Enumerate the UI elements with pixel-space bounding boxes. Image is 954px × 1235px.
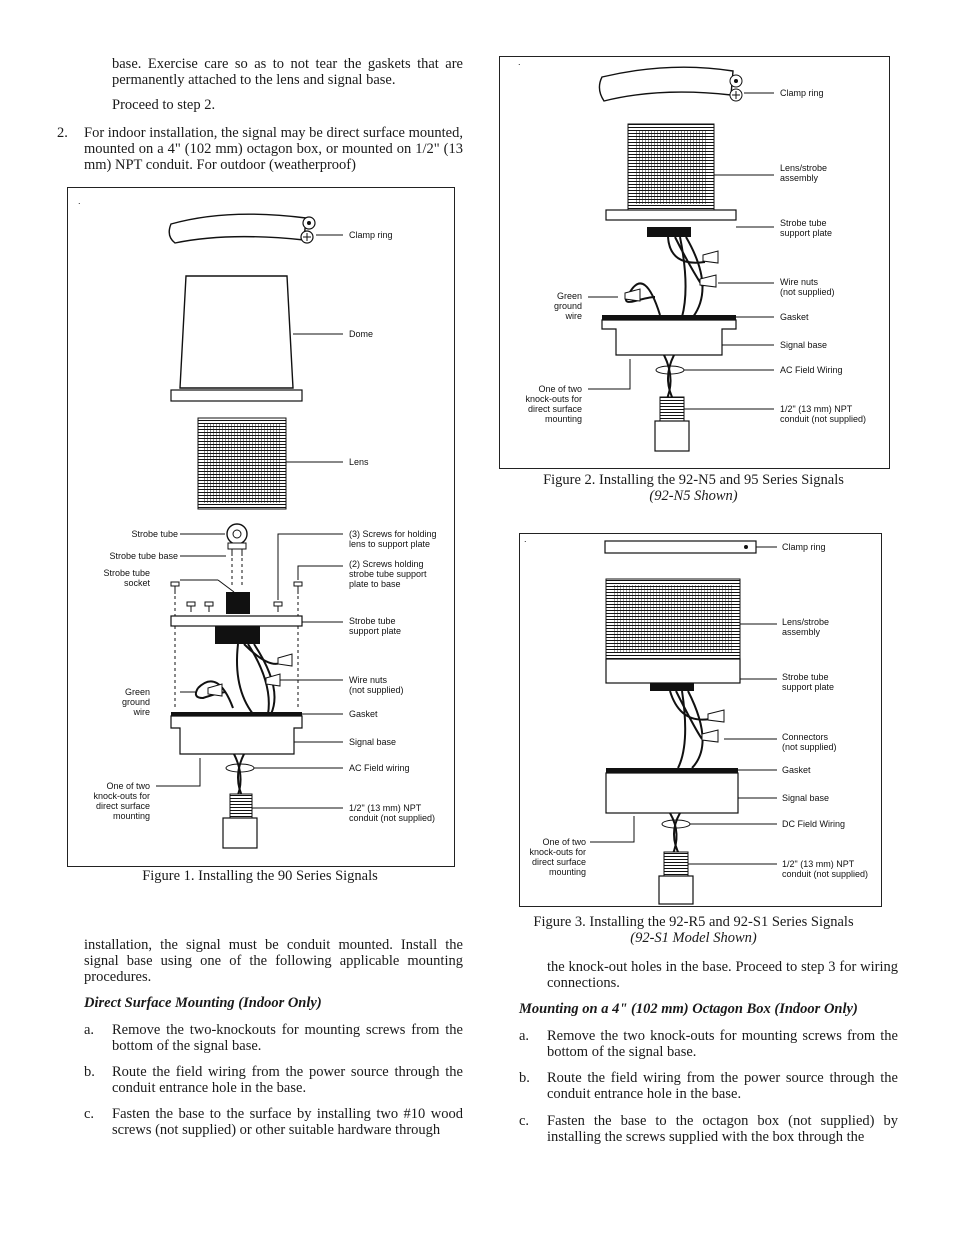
fig2-label-conduit-1: 1/2" (13 mm) NPT bbox=[780, 404, 853, 414]
fig3-label-conduit-2: conduit (not supplied) bbox=[782, 869, 869, 879]
fig2-label-knockouts-2: knock-outs for bbox=[525, 394, 582, 404]
fig1-label-support-2: support plate bbox=[349, 626, 402, 636]
fig2-label-gasket: Gasket bbox=[780, 312, 809, 322]
fig1-label-knockouts-2: knock-outs for bbox=[93, 791, 150, 801]
figure1-drawing bbox=[68, 188, 454, 866]
svg-text:.: . bbox=[524, 534, 527, 544]
left-step-c-letter: c. bbox=[84, 1106, 95, 1122]
fig1-label-strobe-tube: Strobe tube bbox=[131, 529, 178, 539]
fig2-label-green-1: Green bbox=[556, 291, 582, 301]
fig1-label-socket-2: socket bbox=[123, 578, 150, 588]
fig2-label-knockouts-1: One of two bbox=[538, 384, 582, 394]
svg-text:.: . bbox=[78, 196, 81, 206]
fig1-label-green-2: ground bbox=[121, 697, 150, 707]
fig2-label-support-1: Strobe tube bbox=[780, 218, 827, 228]
fig2-label-conduit-2: conduit (not supplied) bbox=[780, 414, 867, 424]
right-step-a-letter: a. bbox=[519, 1028, 530, 1044]
fig1-label-dome: Dome bbox=[349, 329, 374, 339]
fig1-label-green-1: Green bbox=[124, 687, 150, 697]
figure2-caption-line1: Figure 2. Installing the 92-N5 and 95 Series Signals bbox=[543, 472, 844, 488]
fig3-label-knockouts-3: direct surface bbox=[531, 857, 586, 867]
right-step-c-text: Fasten the base to the octagon box (not supplied) by installing the screws supplied with the box through the bbox=[547, 1113, 898, 1145]
fig3-label-lens-1: Lens/strobe bbox=[782, 617, 830, 627]
item2-text: For indoor installation, the signal may be direct surface mounted, mounted on a 4" (102 mm) octagon box, or mounted on 1/2" (13 mm) NPT conduit. For outdoor (weatherproof) bbox=[84, 125, 463, 173]
fig2-label-support-2: support plate bbox=[780, 228, 833, 238]
figure3-frame bbox=[519, 533, 882, 907]
left-step-b-text: Route the field wiring from the power source through the conduit entrance hole in the base. bbox=[112, 1064, 463, 1096]
figure1-caption: Figure 1. Installing the 90 Series Signals bbox=[142, 868, 378, 884]
fig1-label-strobe-tube-base: Strobe tube base bbox=[109, 551, 178, 561]
direct-surface-heading: Direct Surface Mounting (Indoor Only) bbox=[84, 995, 322, 1011]
right-step-b-text: Route the field wiring from the power source through the conduit entrance hole in the base. bbox=[547, 1070, 898, 1102]
octagon-heading: Mounting on a 4" (102 mm) Octagon Box (Indoor Only) bbox=[519, 1001, 858, 1017]
right-step-b-letter: b. bbox=[519, 1070, 530, 1086]
figure3-caption-line1: Figure 3. Installing the 92-R5 and 92-S1 Series Signals bbox=[533, 914, 854, 930]
fig3-label-gasket: Gasket bbox=[782, 765, 811, 775]
item2-number: 2. bbox=[57, 125, 68, 141]
fig2-label-knockouts-4: mounting bbox=[544, 414, 582, 424]
fig1-label-socket-1: Strobe tube bbox=[103, 568, 150, 578]
figure2-frame bbox=[499, 56, 890, 469]
fig1-label-clamp-ring: Clamp ring bbox=[349, 230, 393, 240]
fig1-label-conduit-2: conduit (not supplied) bbox=[349, 813, 436, 823]
fig1-label-knockouts-4: mounting bbox=[112, 811, 150, 821]
fig1-label-screws-base-3: plate to base bbox=[349, 579, 401, 589]
fig3-label-knockouts-2: knock-outs for bbox=[529, 847, 586, 857]
fig1-label-conduit-1: 1/2" (13 mm) NPT bbox=[349, 803, 422, 813]
fig1-label-support-1: Strobe tube bbox=[349, 616, 396, 626]
left-step-a-letter: a. bbox=[84, 1022, 95, 1038]
fig1-label-gasket: Gasket bbox=[349, 709, 378, 719]
fig3-label-clamp-ring: Clamp ring bbox=[782, 542, 826, 552]
fig3-label-lens-2: assembly bbox=[782, 627, 821, 637]
svg-text:.: . bbox=[518, 57, 521, 67]
left-continuation: installation, the signal must be conduit mounted. Install the signal base using one of the following applicable mounting procedures. bbox=[84, 937, 463, 985]
fig3-label-conduit-1: 1/2" (13 mm) NPT bbox=[782, 859, 855, 869]
figure3-drawing bbox=[520, 534, 881, 906]
fig3-label-knockouts-1: One of two bbox=[542, 837, 586, 847]
fig2-label-green-3: wire bbox=[565, 311, 582, 321]
fig1-label-ac-field: AC Field wiring bbox=[349, 763, 410, 773]
fig1-label-lens: Lens bbox=[349, 457, 369, 467]
fig2-label-ac-field: AC Field Wiring bbox=[780, 365, 843, 375]
fig3-label-support-1: Strobe tube bbox=[782, 672, 829, 682]
fig1-label-screws-base-1: (2) Screws holding bbox=[349, 559, 424, 569]
fig1-label-knockouts-1: One of two bbox=[106, 781, 150, 791]
figure2-drawing bbox=[500, 57, 889, 468]
left-step-b-letter: b. bbox=[84, 1064, 95, 1080]
fig1-label-wire-nuts-1: Wire nuts bbox=[349, 675, 388, 685]
right-step-a-text: Remove the two knock-outs for mounting screws from the bottom of the signal base. bbox=[547, 1028, 898, 1060]
fig2-label-green-2: ground bbox=[553, 301, 582, 311]
fig3-label-support-2: support plate bbox=[782, 682, 835, 692]
figure1-frame bbox=[67, 187, 455, 867]
fig3-label-dc-field: DC Field Wiring bbox=[782, 819, 846, 829]
fig1-label-screws-lens-2: lens to support plate bbox=[349, 539, 431, 549]
proceed-step2: Proceed to step 2. bbox=[112, 97, 216, 113]
right-step-c-letter: c. bbox=[519, 1113, 530, 1129]
fig3-label-connectors-1: Connectors bbox=[782, 732, 829, 742]
fig2-label-wire-nuts-1: Wire nuts bbox=[780, 277, 819, 287]
fig1-label-wire-nuts-2: (not supplied) bbox=[349, 685, 404, 695]
fig2-label-knockouts-3: direct surface bbox=[527, 404, 582, 414]
left-step-c-text: Fasten the base to the surface by installing two #10 wood screws (not supplied) or other suitable hardware through bbox=[112, 1106, 463, 1138]
fig2-label-clamp-ring: Clamp ring bbox=[780, 88, 824, 98]
fig1-label-screws-base-2: strobe tube support bbox=[349, 569, 427, 579]
fig2-label-lens-1: Lens/strobe bbox=[780, 163, 828, 173]
fig1-label-signal-base: Signal base bbox=[349, 737, 397, 747]
fig1-label-green-3: wire bbox=[133, 707, 150, 717]
intro-paragraph: base. Exercise care so as to not tear the gaskets that are permanently attached to the lens and signal base. bbox=[112, 56, 463, 88]
left-step-a-text: Remove the two-knockouts for mounting screws from the bottom of the signal base. bbox=[112, 1022, 463, 1054]
fig1-label-knockouts-3: direct surface bbox=[95, 801, 150, 811]
fig3-label-connectors-2: (not supplied) bbox=[782, 742, 837, 752]
fig3-label-signal-base: Signal base bbox=[782, 793, 830, 803]
figure2-caption-line2: (92-N5 Shown) bbox=[649, 488, 738, 504]
right-continuation: the knock-out holes in the base. Proceed to step 3 for wiring connections. bbox=[547, 959, 898, 991]
fig2-label-signal-base: Signal base bbox=[780, 340, 828, 350]
figure3-caption-line2: (92-S1 Model Shown) bbox=[630, 930, 757, 946]
fig2-label-wire-nuts-2: (not supplied) bbox=[780, 287, 835, 297]
fig3-label-knockouts-4: mounting bbox=[548, 867, 586, 877]
fig1-label-screws-lens-1: (3) Screws for holding bbox=[349, 529, 437, 539]
fig2-label-lens-2: assembly bbox=[780, 173, 819, 183]
